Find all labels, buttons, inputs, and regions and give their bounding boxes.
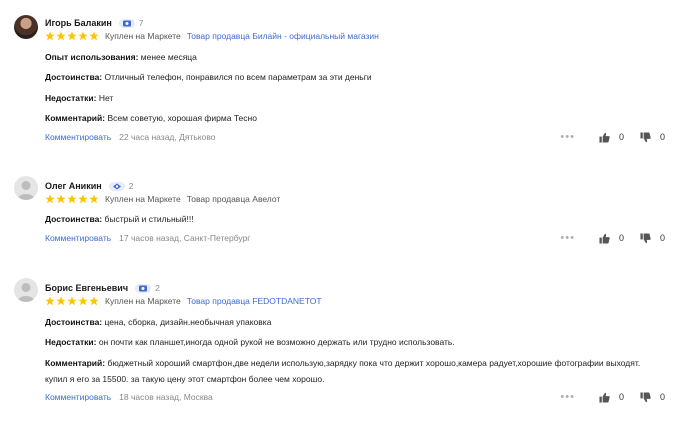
- seller-link[interactable]: Товар продавца Билайн - официальный магазин: [186, 31, 379, 41]
- star-icon: [78, 194, 88, 204]
- thumb-up-icon: [599, 392, 610, 403]
- dislike-button[interactable]: [640, 392, 665, 403]
- like-count: 0: [618, 392, 624, 402]
- user-placeholder-icon: [14, 176, 38, 200]
- star-icon: [78, 31, 88, 41]
- thumb-up-icon: [599, 233, 610, 244]
- star-icon: [89, 296, 99, 306]
- avatar[interactable]: [14, 15, 38, 39]
- star-icon: [45, 194, 55, 204]
- author-name[interactable]: Борис Евгеньевич: [45, 283, 129, 293]
- review-author: [45, 181, 133, 191]
- review-field-pros: Достоинства: Отличный телефон, понравился по всем параметрам за эти деньги: [45, 72, 372, 82]
- dislike-button[interactable]: [640, 132, 665, 143]
- seller-link[interactable]: Товар продавца FEDOTDANETOT: [186, 296, 322, 306]
- star-icon: [78, 296, 88, 306]
- review-date-location: 18 часов назад, Москва: [119, 392, 213, 402]
- more-options-icon[interactable]: •••: [560, 131, 575, 143]
- review-date-location: 22 часа назад, Дятьково: [119, 132, 216, 142]
- review-meta: [45, 296, 322, 306]
- review-author: [45, 283, 160, 293]
- review-footer: [45, 392, 665, 402]
- star-icon: [67, 31, 77, 41]
- seller-label: Товар продавца Авелот: [186, 194, 281, 204]
- comment-button[interactable]: Комментировать: [45, 233, 112, 243]
- star-icon: [56, 194, 66, 204]
- purchased-label: Куплен на Маркете: [105, 296, 181, 306]
- like-button[interactable]: [599, 132, 624, 143]
- more-options-icon[interactable]: •••: [560, 391, 575, 403]
- verified-badge-icon: [119, 19, 135, 28]
- thumb-down-icon: [640, 392, 651, 403]
- dislike-count: 0: [659, 392, 665, 402]
- review-meta: [45, 31, 379, 41]
- review-field-cons: Недостатки: он почти как планшет,иногда одной рукой не возможно держать или трудно использовать.: [45, 337, 455, 347]
- thumb-down-icon: [640, 233, 651, 244]
- comment-button[interactable]: Комментировать: [45, 392, 112, 402]
- star-icon: [45, 296, 55, 306]
- review-date-location: 17 часов назад, Санкт-Петербург: [119, 233, 251, 243]
- purchased-label: Куплен на Маркете: [105, 31, 181, 41]
- thumb-down-icon: [640, 132, 651, 143]
- star-icon: [56, 31, 66, 41]
- like-button[interactable]: [599, 233, 624, 244]
- like-button[interactable]: [599, 392, 624, 403]
- comment-button[interactable]: Комментировать: [45, 132, 112, 142]
- avatar[interactable]: [14, 176, 38, 200]
- review-field-comment: Комментарий: Всем советую, хорошая фирма Тесно: [45, 113, 257, 123]
- review-actions: [560, 232, 665, 244]
- star-icon: [56, 296, 66, 306]
- rating-stars: [45, 31, 99, 41]
- review-count: 2: [155, 283, 160, 293]
- more-options-icon[interactable]: •••: [560, 232, 575, 244]
- review-actions: [560, 391, 665, 403]
- review-field-cons: Недостатки: Нет: [45, 93, 114, 103]
- review-actions: [560, 131, 665, 143]
- author-name[interactable]: Игорь Балакин: [45, 18, 112, 28]
- author-name[interactable]: Олег Аникин: [45, 181, 102, 191]
- thumb-up-icon: [599, 132, 610, 143]
- review-meta: [45, 194, 280, 204]
- review-field-experience: Опыт использования: менее месяца: [45, 52, 197, 62]
- dislike-button[interactable]: [640, 233, 665, 244]
- review-field-pros: Достоинства: цена, сборка, дизайн.необычная упаковка: [45, 317, 272, 327]
- review-count: 7: [138, 18, 144, 28]
- review-field-comment: Комментарий: бюджетный хороший смартфон,две недели использую,зарядку пока что держит хорошо,камера радует,хорошие фотографии выходят. купил я его за 15500. за такую цену этот смартфон более чем хорошо.: [45, 358, 641, 384]
- verified-badge-icon: [135, 284, 151, 293]
- like-count: 0: [618, 233, 624, 243]
- purchased-label: Куплен на Маркете: [105, 194, 181, 204]
- dislike-count: 0: [659, 132, 665, 142]
- star-icon: [67, 194, 77, 204]
- like-count: 0: [618, 132, 624, 142]
- star-icon: [89, 31, 99, 41]
- rating-stars: [45, 194, 99, 204]
- star-icon: [45, 31, 55, 41]
- expert-badge-icon: [109, 182, 125, 191]
- user-placeholder-icon: [14, 278, 38, 302]
- dislike-count: 0: [659, 233, 665, 243]
- star-icon: [67, 296, 77, 306]
- review-footer: [45, 233, 665, 243]
- review-field-pros: Достоинства: быстрый и стильный!!!: [45, 214, 194, 224]
- avatar[interactable]: [14, 278, 38, 302]
- rating-stars: [45, 296, 99, 306]
- review-footer: [45, 132, 665, 142]
- review-count: 2: [128, 181, 134, 191]
- review-author: [45, 18, 144, 28]
- star-icon: [89, 194, 99, 204]
